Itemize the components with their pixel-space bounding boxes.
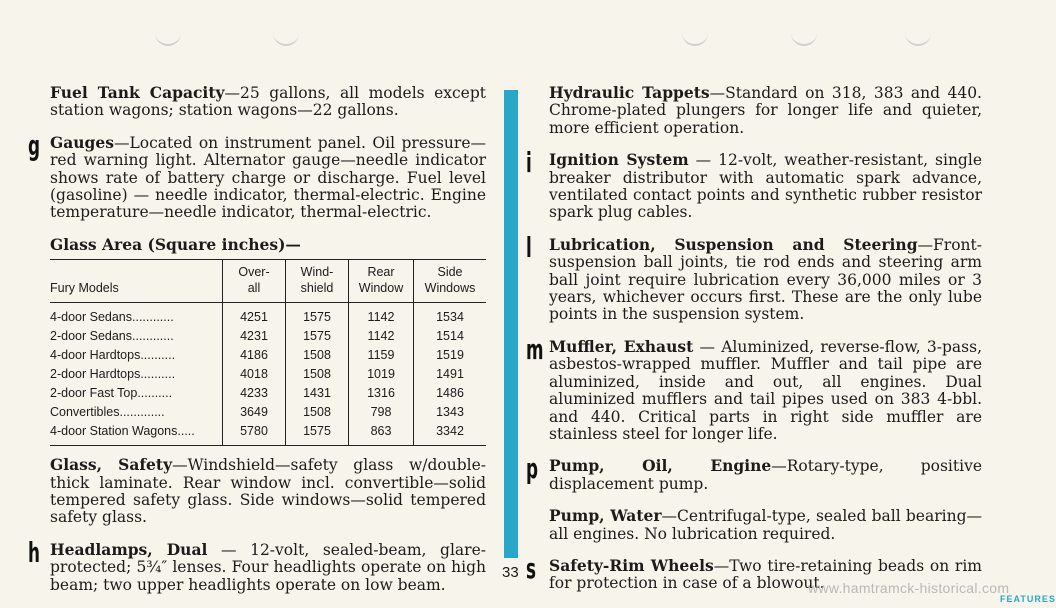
leader-dots: .......... <box>140 367 176 382</box>
table-row <box>50 346 486 365</box>
accent-stripe <box>504 90 518 558</box>
leader-dots: ............. <box>119 405 165 420</box>
punch-hole-5 <box>905 30 931 46</box>
model-name: 4-door Hardtops <box>50 348 141 363</box>
gauges-heading: Gauges <box>50 132 114 152</box>
muffler-heading: Muffler, Exhaust <box>549 336 694 356</box>
headlamps-text: — 12-volt, sealed-beam, glare-protected; 5¾″ lenses. Four headlights operate on high beam; two upper headlights operate on low beam. <box>50 540 486 594</box>
pump-oil-paragraph <box>526 452 983 493</box>
glass-area-table <box>50 259 486 446</box>
leader-dots: ............ <box>132 329 174 344</box>
table-row <box>50 303 486 328</box>
rear-window-cell: 1142 <box>349 303 414 328</box>
glass-safety-heading: Glass, Safety <box>50 455 173 475</box>
tappets-text: —Standard on 318, 383 and 440. Chrome-plated plungers for longer life and quieter, more efficient operation. <box>549 84 982 137</box>
leader-dots: .......... <box>140 348 176 363</box>
section-letter-l: l <box>526 230 532 264</box>
fuel-tank-paragraph <box>50 84 486 120</box>
lubrication-heading: Lubrication, Suspension and Steering <box>549 234 918 254</box>
lubrication-paragraph <box>526 230 982 324</box>
punch-hole-3 <box>682 30 708 46</box>
punch-hole-4 <box>791 30 817 46</box>
overall-cell: 4186 <box>223 346 286 365</box>
header-windshield: Wind- shield <box>286 260 349 303</box>
rear-window-cell: 863 <box>349 422 414 446</box>
overall-cell: 3649 <box>223 403 286 422</box>
glass-area-title: Glass Area (Square inches)— <box>50 234 301 254</box>
header-side-windows: Side Windows <box>414 260 487 303</box>
overall-cell: 5780 <box>223 422 286 446</box>
wheels-heading: Safety-Rim Wheels <box>549 555 714 575</box>
watermark-text: www.hamtramck-historical.com <box>808 580 1010 596</box>
wheels-text: —Two tire-retaining beads on rim for protection in case of a blowout. <box>549 556 982 593</box>
pump-water-text: —Centrifugal-type, sealed ball bearing—all engines. No lubrication required. <box>549 507 982 543</box>
pump-oil-text: —Rotary-type, positive displacement pump. <box>549 457 983 493</box>
fuel-tank-heading: Fuel Tank Capacity <box>50 83 225 102</box>
windshield-cell: 1508 <box>286 346 349 365</box>
side-windows-cell: 1534 <box>414 303 487 328</box>
gauges-text: —Located on instrument panel. Oil pressure—red warning light. Alternator gauge—needle indicator shows rate of battery charge or discharge. Fuel level (gasoline) — needle indicator, thermal-electric. Engine temperature—needle indicator, thermal-electric. <box>50 133 486 222</box>
ignition-paragraph <box>526 146 982 222</box>
pump-oil-heading: Pump, Oil, Engine <box>549 456 772 476</box>
headlamps-heading: Headlamps, Dual <box>50 539 208 559</box>
section-letter-i: i <box>526 146 532 180</box>
windshield-cell: 1431 <box>286 384 349 403</box>
model-name: 2-door Sedans <box>50 329 133 344</box>
pump-water-paragraph <box>549 507 982 543</box>
muffler-paragraph <box>526 332 982 443</box>
tappets-heading: Hydraulic Tappets <box>549 83 710 102</box>
model-name: Convertibles <box>50 405 120 420</box>
corner-label: FEATURES <box>1000 594 1056 604</box>
model-name: 2-door Fast Top <box>50 386 138 401</box>
side-windows-cell: 3342 <box>414 422 487 446</box>
table-row <box>50 403 486 422</box>
tappets-paragraph <box>549 84 982 137</box>
overall-cell: 4233 <box>223 384 286 403</box>
punch-hole-1 <box>155 30 181 46</box>
glass-safety-paragraph <box>50 456 486 527</box>
ignition-text: — 12-volt, weather-resistant, single breaker distributor with automatic spark advance, ventilated contact points and synthetic rubber resistor spark plug cables. <box>549 151 982 222</box>
side-windows-cell: 1491 <box>414 365 487 384</box>
gauges-paragraph <box>28 128 486 222</box>
header-rear-window: Rear Window <box>349 260 414 303</box>
table-row <box>50 365 486 384</box>
fuel-tank-text: —25 gallons, all models except station wagons; station wagons—22 gallons. <box>50 84 486 120</box>
rear-window-cell: 1159 <box>349 346 414 365</box>
muffler-text: — Aluminized, reverse-flow, 3-pass, asbestos-wrapped muffler. Muffler and tail pipe are aluminized, inside and out, all engines. Dual aluminized mufflers and tail pipes used on 383 4-bbl. and 440. Critical parts in right side muffler are stainless steel for longer life. <box>549 337 982 443</box>
headlamps-paragraph <box>28 535 486 594</box>
rear-window-cell: 798 <box>349 403 414 422</box>
rear-window-cell: 1316 <box>349 384 414 403</box>
rear-window-cell: 1019 <box>349 365 414 384</box>
windshield-cell: 1575 <box>286 327 349 346</box>
lubrication-text: —Front-suspension ball joints, tie rod ends and steering arm ball joint require lubrication every 36,000 miles or 3 years, whichever occurs first. These are the only lube points in the suspension system. <box>549 235 982 324</box>
model-name: 2-door Hardtops <box>50 367 141 382</box>
overall-cell: 4251 <box>223 303 286 328</box>
model-name: 4-door Sedans <box>50 310 133 325</box>
side-windows-cell: 1343 <box>414 403 487 422</box>
page-number: 33 <box>502 564 519 581</box>
windshield-cell: 1575 <box>286 422 349 446</box>
section-letter-s: s <box>526 551 537 585</box>
section-letter-m: m <box>526 332 544 366</box>
section-letter-p: p <box>526 452 539 486</box>
leader-dots: ..... <box>177 424 195 439</box>
leader-dots: ............ <box>132 310 174 325</box>
header-overall: Over- all <box>223 260 286 303</box>
overall-cell: 4018 <box>223 365 286 384</box>
overall-cell: 4231 <box>223 327 286 346</box>
rear-window-cell: 1142 <box>349 327 414 346</box>
windshield-cell: 1575 <box>286 303 349 328</box>
side-windows-cell: 1519 <box>414 346 487 365</box>
section-letter-h: h <box>28 535 40 569</box>
pump-water-heading: Pump, Water <box>549 506 662 526</box>
windshield-cell: 1508 <box>286 403 349 422</box>
leader-dots: .......... <box>137 386 173 401</box>
punch-hole-2 <box>273 30 299 46</box>
table-header-row <box>50 260 486 303</box>
right-column <box>526 83 983 607</box>
side-windows-cell: 1486 <box>414 384 487 403</box>
left-column <box>28 83 486 608</box>
ignition-heading: Ignition System <box>549 150 689 170</box>
table-row <box>50 384 486 403</box>
glass-safety-text: —Windshield—safety glass w/double-thick laminate. Rear window incl. convertible—solid tempered safety glass. Side windows—solid tempered safety glass. <box>50 456 486 527</box>
side-windows-cell: 1514 <box>414 327 487 346</box>
section-letter-g: g <box>28 128 41 162</box>
model-name: 4-door Station Wagons <box>50 424 178 439</box>
table-row <box>50 327 486 346</box>
table-row <box>50 422 486 446</box>
header-models: Fury Models <box>50 260 223 303</box>
windshield-cell: 1508 <box>286 365 349 384</box>
